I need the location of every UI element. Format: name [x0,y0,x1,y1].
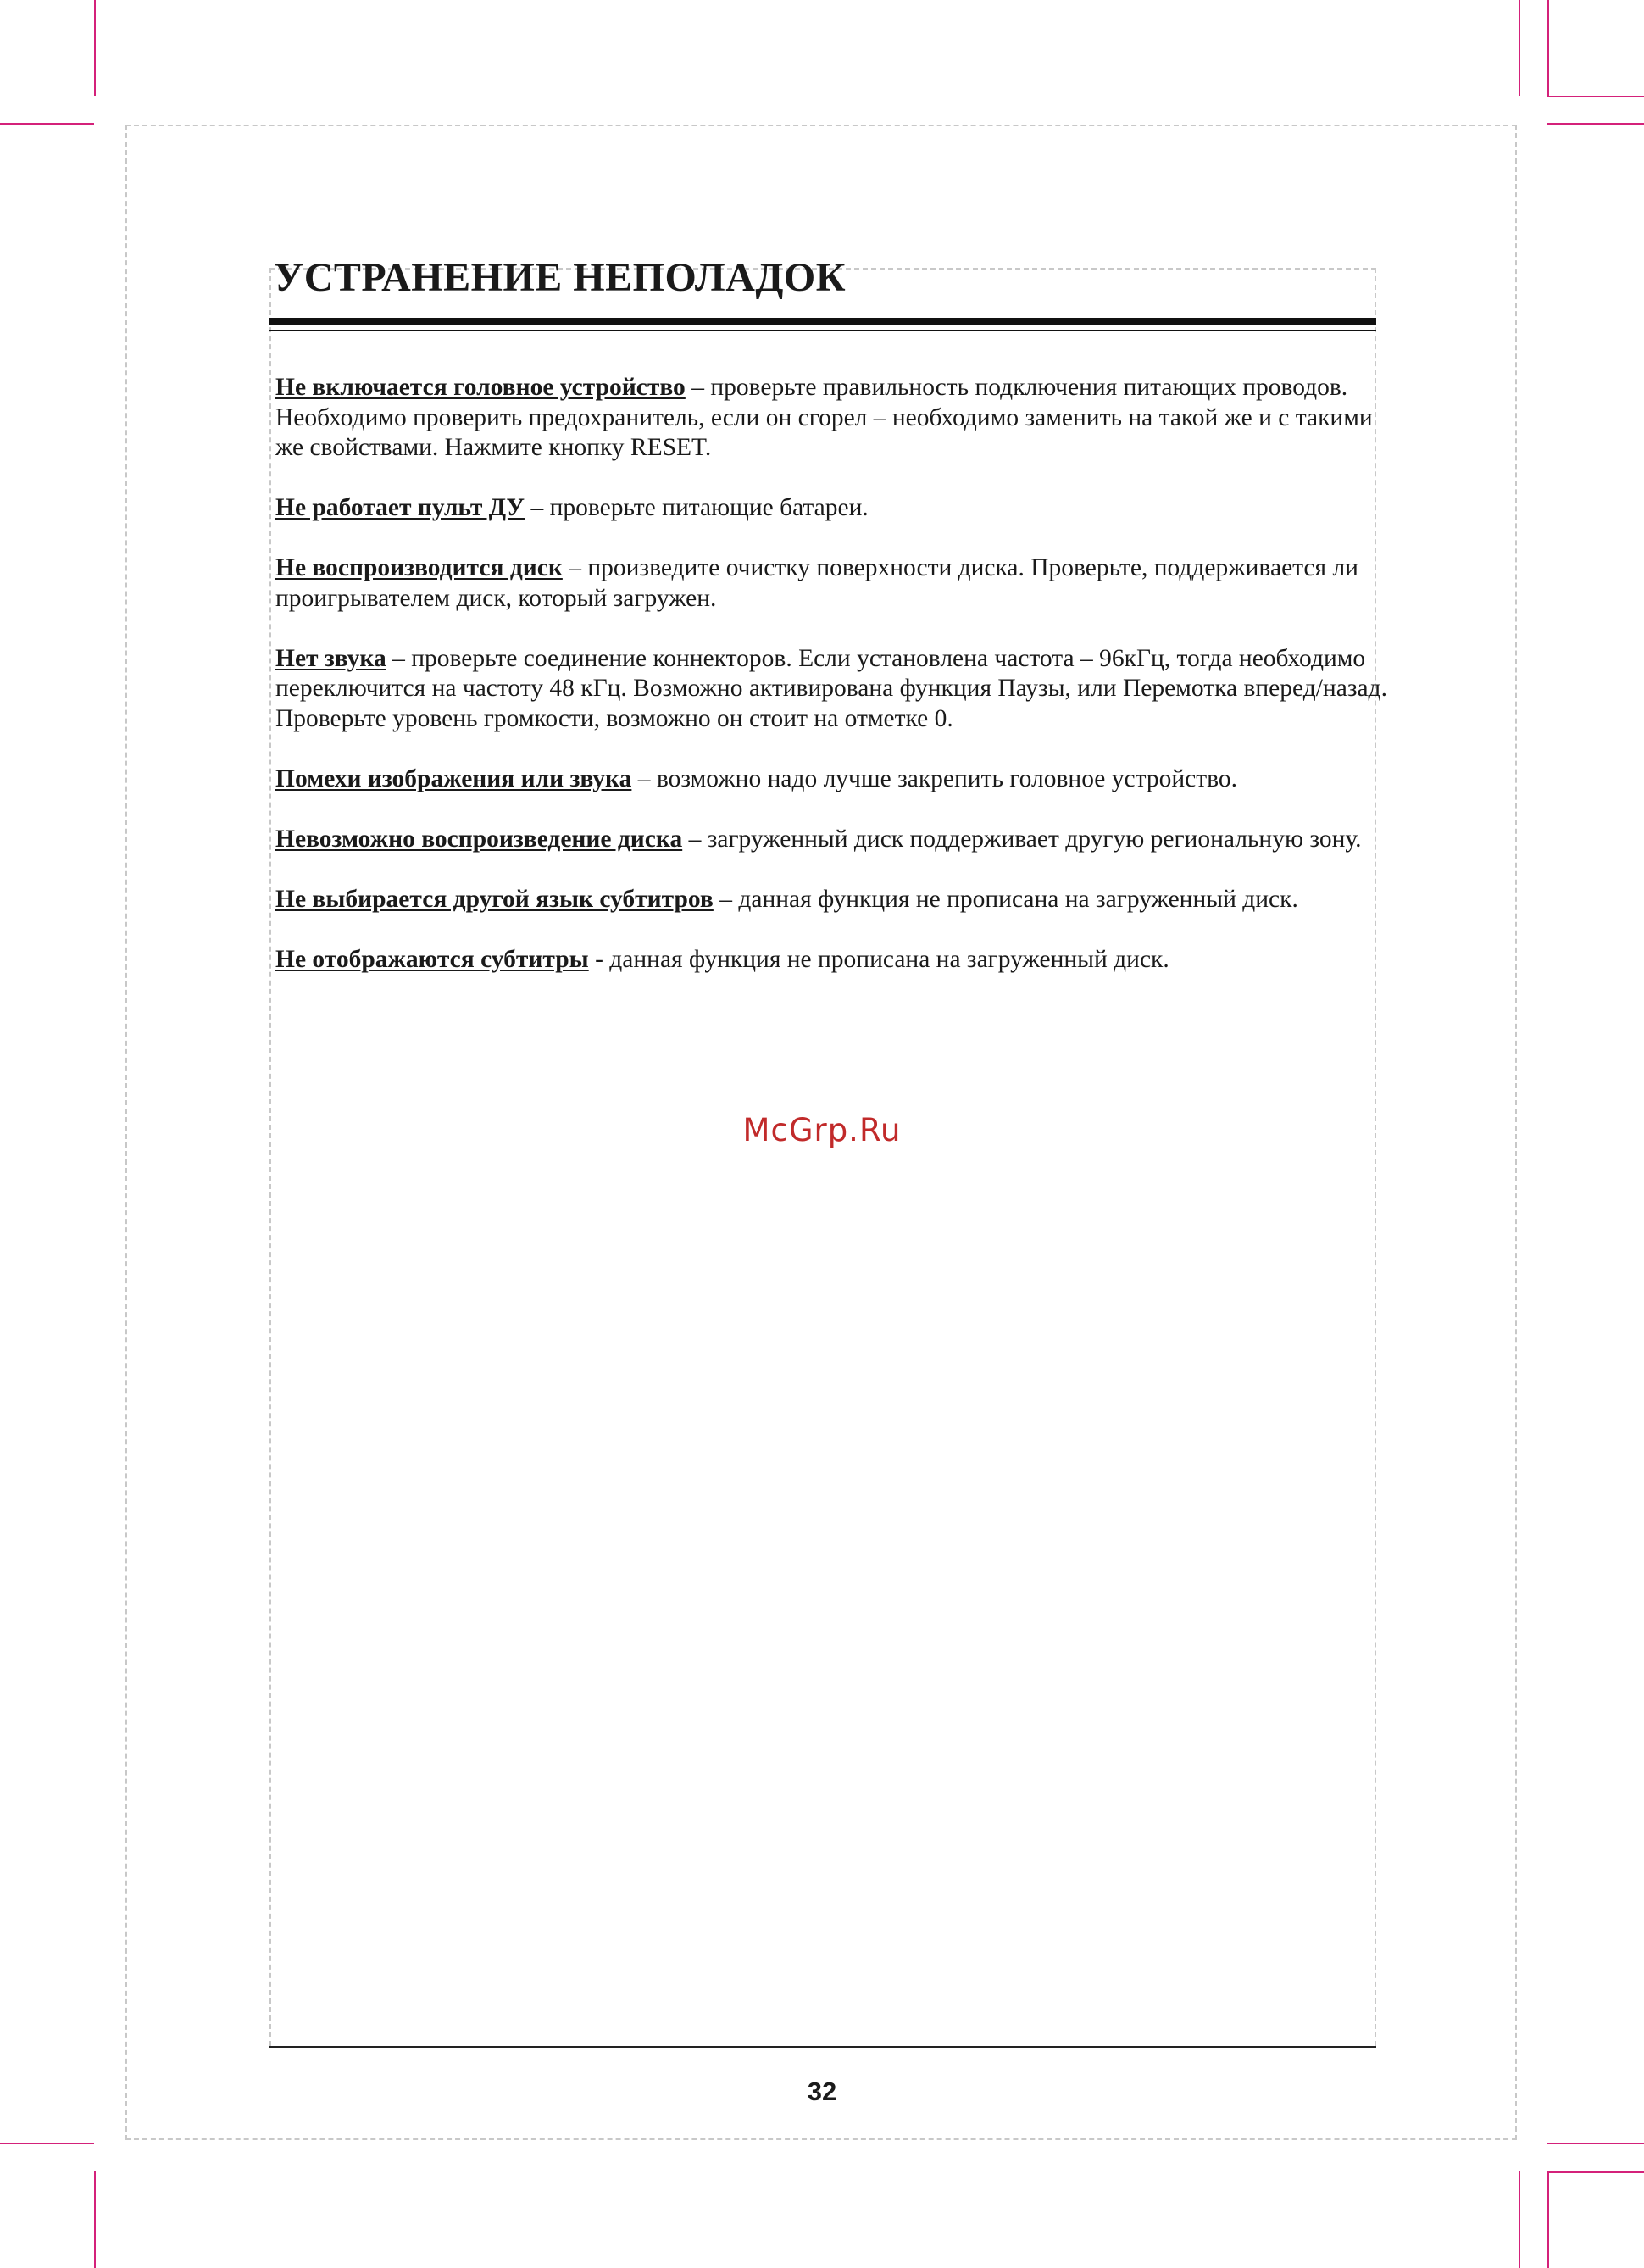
crop-mark [1547,96,1644,97]
crop-mark [0,123,94,125]
crop-mark [94,0,96,96]
crop-mark [94,2171,96,2268]
crop-mark [1547,2171,1549,2268]
footer-rule [269,2046,1376,2048]
troubleshooting-entry [275,553,1394,614]
entry-term: Не воспроизводится диск [275,554,563,581]
entry-description: – проверьте питающие батареи. [525,494,869,521]
crop-mark [1547,2171,1644,2173]
crop-mark [1519,0,1520,96]
troubleshooting-entry [275,885,1394,915]
title-rule-thin [269,330,1376,331]
crop-mark [0,2143,94,2144]
entry-description: – проверьте правильность подключения питающих проводов. Необходимо проверить предохранитель, если он сгорел – необходимо заменить на такой же и с такими же свойствами. Нажмите кнопку RESET. [275,374,1373,461]
crop-mark [1547,0,1549,96]
entry-description: – проверьте соединение коннекторов. Если установлена частота – 96кГц, тогда необходимо переключится на частоту 48 кГц. Возможно активирована функция Паузы, или Перемотка вперед/назад. Проверьте уровень громкости, возможно он стоит на отметке 0. [275,644,1387,732]
entry-term: Помехи изображения или звука [275,764,632,792]
troubleshooting-entry [275,825,1394,855]
page-number: 32 [807,2076,837,2106]
entry-description: - данная функция не прописана на загруженный диск. [588,945,1169,973]
troubleshooting-entry [275,493,1394,524]
title-rule [269,318,1376,325]
entry-term: Не отображаются субтитры [275,945,589,973]
entry-term: Невозможно воспроизведение диска [275,825,683,853]
entry-description: – загруженный диск поддерживает другую региональную зону. [682,825,1362,853]
entry-description: – данная функция не прописана на загруженный диск. [713,885,1298,913]
entry-description: – произведите очистку поверхности диска. Проверьте, поддерживается ли проигрывателем диск, который загружен. [275,554,1358,612]
troubleshooting-entry [275,764,1394,795]
crop-mark [1547,123,1644,125]
crop-mark [1547,2143,1644,2144]
entry-term: Не включается головное устройство [275,374,686,401]
entry-term: Не выбирается другой язык субтитров [275,885,714,913]
page-title: УСТРАНЕНИЕ НЕПОЛАДОК [274,255,847,300]
troubleshooting-entry [275,945,1394,976]
troubleshooting-entry [275,373,1394,464]
crop-mark [1519,2171,1520,2268]
troubleshooting-entry [275,644,1394,735]
watermark: McGrp.Ru [742,1112,902,1148]
troubleshooting-list [275,373,1394,1005]
entry-description: – возможно надо лучше закрепить головное устройство. [631,764,1238,792]
entry-term: Нет звука [275,644,386,672]
entry-term: Не работает пульт ДУ [275,494,525,521]
